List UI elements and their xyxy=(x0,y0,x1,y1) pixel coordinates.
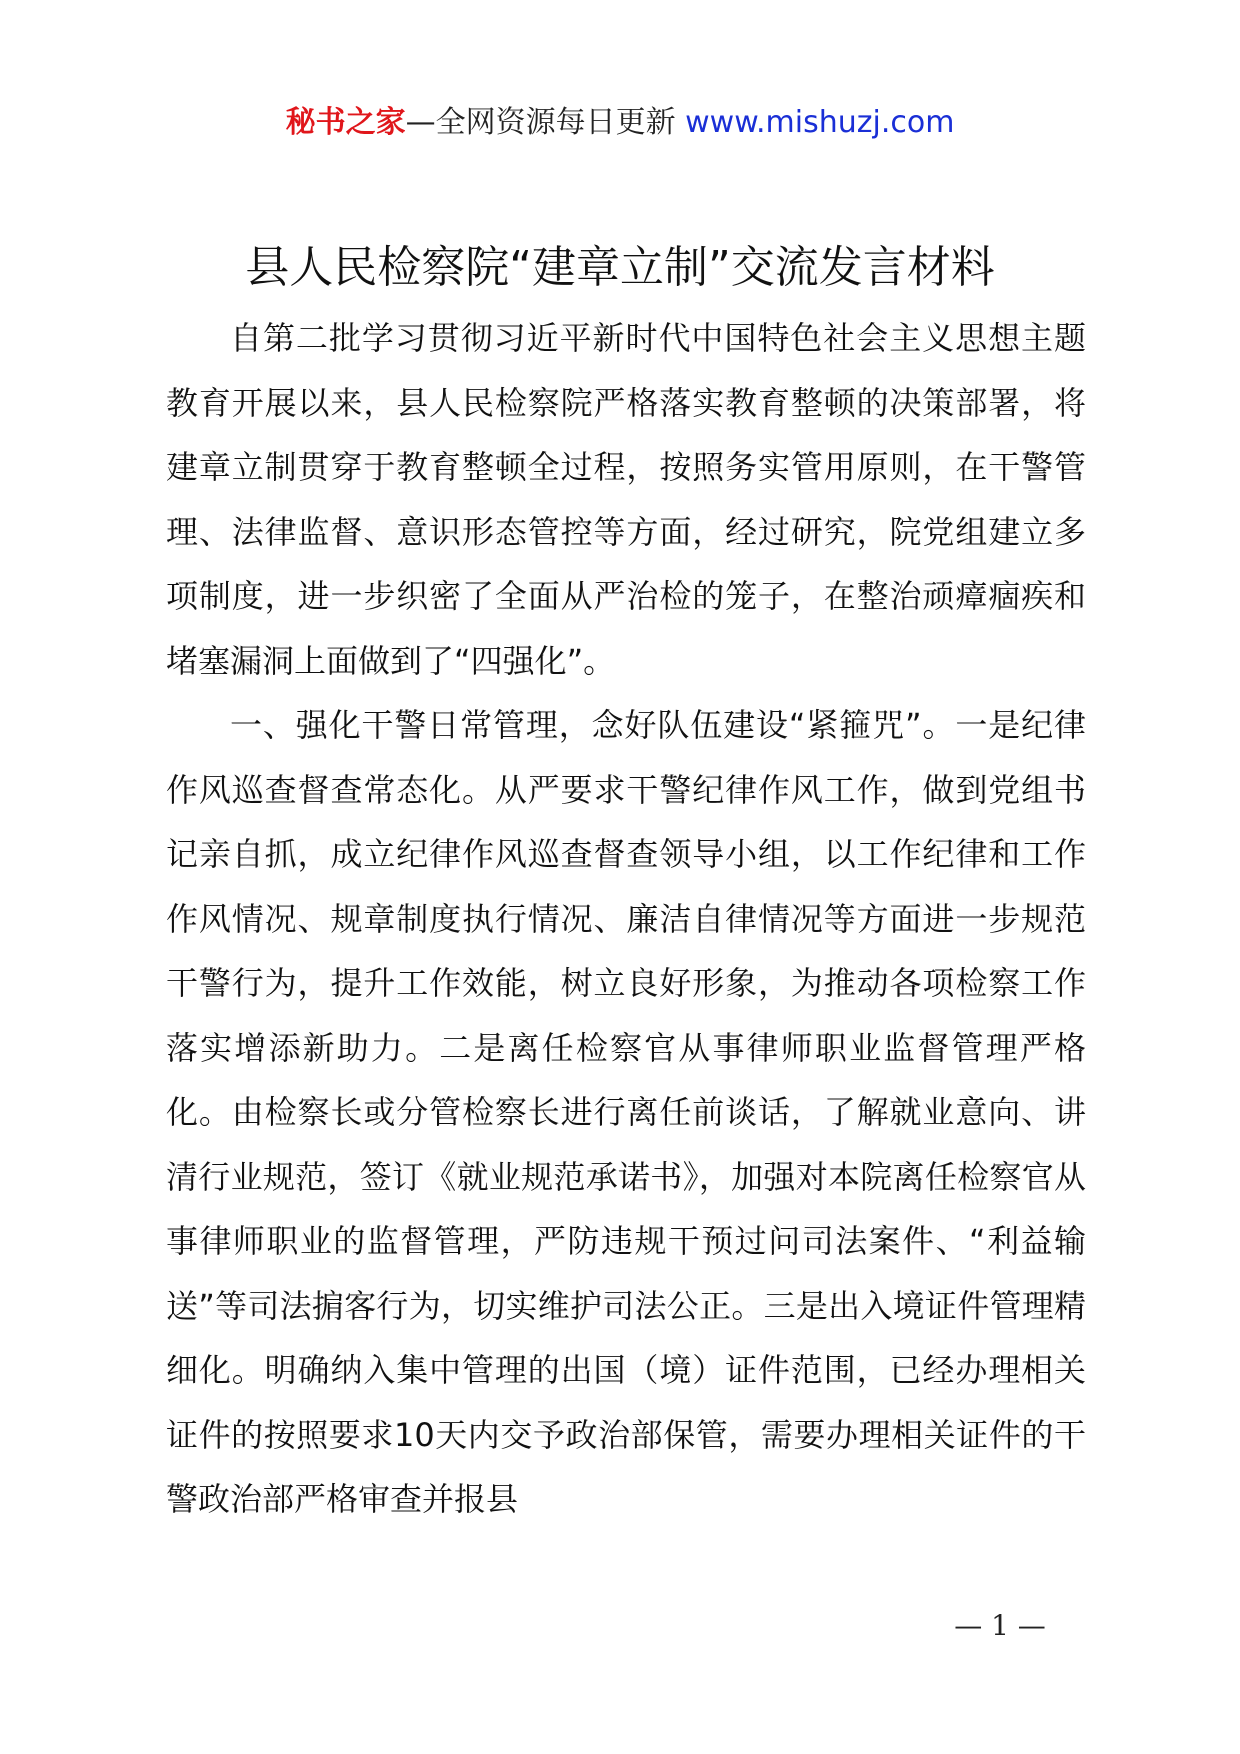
intro-paragraph: 自第二批学习贯彻习近平新时代中国特色社会主义思想主题教育开展以来，县人民检察院严格落实教育整顿的决策部署，将建章立制贯穿于教育整顿全过程，按照务实管用原则，在干警管理、法律监督、意识形态管控等方面，经过研究，院党组建立多项制度，进一步织密了全面从严治检的笼子，在整治顽瘴痼疾和堵塞漏洞上面做到了“四强化”。 xyxy=(166,319,1086,680)
brand-name: 秘书之家 xyxy=(285,105,406,140)
header-tagline: —全网资源每日更新 xyxy=(405,105,686,140)
site-header xyxy=(0,100,1240,146)
document-title: 县人民检察院“建章立制”交流发言材料 xyxy=(245,242,995,293)
site-url-link[interactable]: www.mishuzj.com xyxy=(685,105,955,140)
section-one-paragraph: 一、强化干警日常管理，念好队伍建设“紧箍咒”。一是纪律作风巡查督查常态化。从严要求干警纪律作风工作，做到党组书记亲自抓，成立纪律作风巡查督查领导小组，以工作纪律和工作作风情况、规章制度执行情况、廉洁自律情况等方面进一步规范干警行为，提升工作效能，树立良好形象，为推动各项检察工作落实增添新助力。二是离任检察官从事律师职业监督管理严格化。由检察长或分管检察长进行离任前谈话，了解就业意向、讲清行业规范，签订《就业规范承诺书》，加强对本院离任检察官从事律师职业的监督管理，严防违规干预过问司法案件、“利益输送”等司法掮客行为，切实维护司法公正。三是出入境证件管理精细化。明确纳入集中管理的出国（境）证件范围，已经办理相关证件的按照要求10天内交予政治部保管，需要办理相关证件的干警政治部严格审查并报县 xyxy=(166,706,1086,1518)
document-body xyxy=(166,306,1086,1532)
page-number: — 1 — xyxy=(954,1609,1046,1642)
